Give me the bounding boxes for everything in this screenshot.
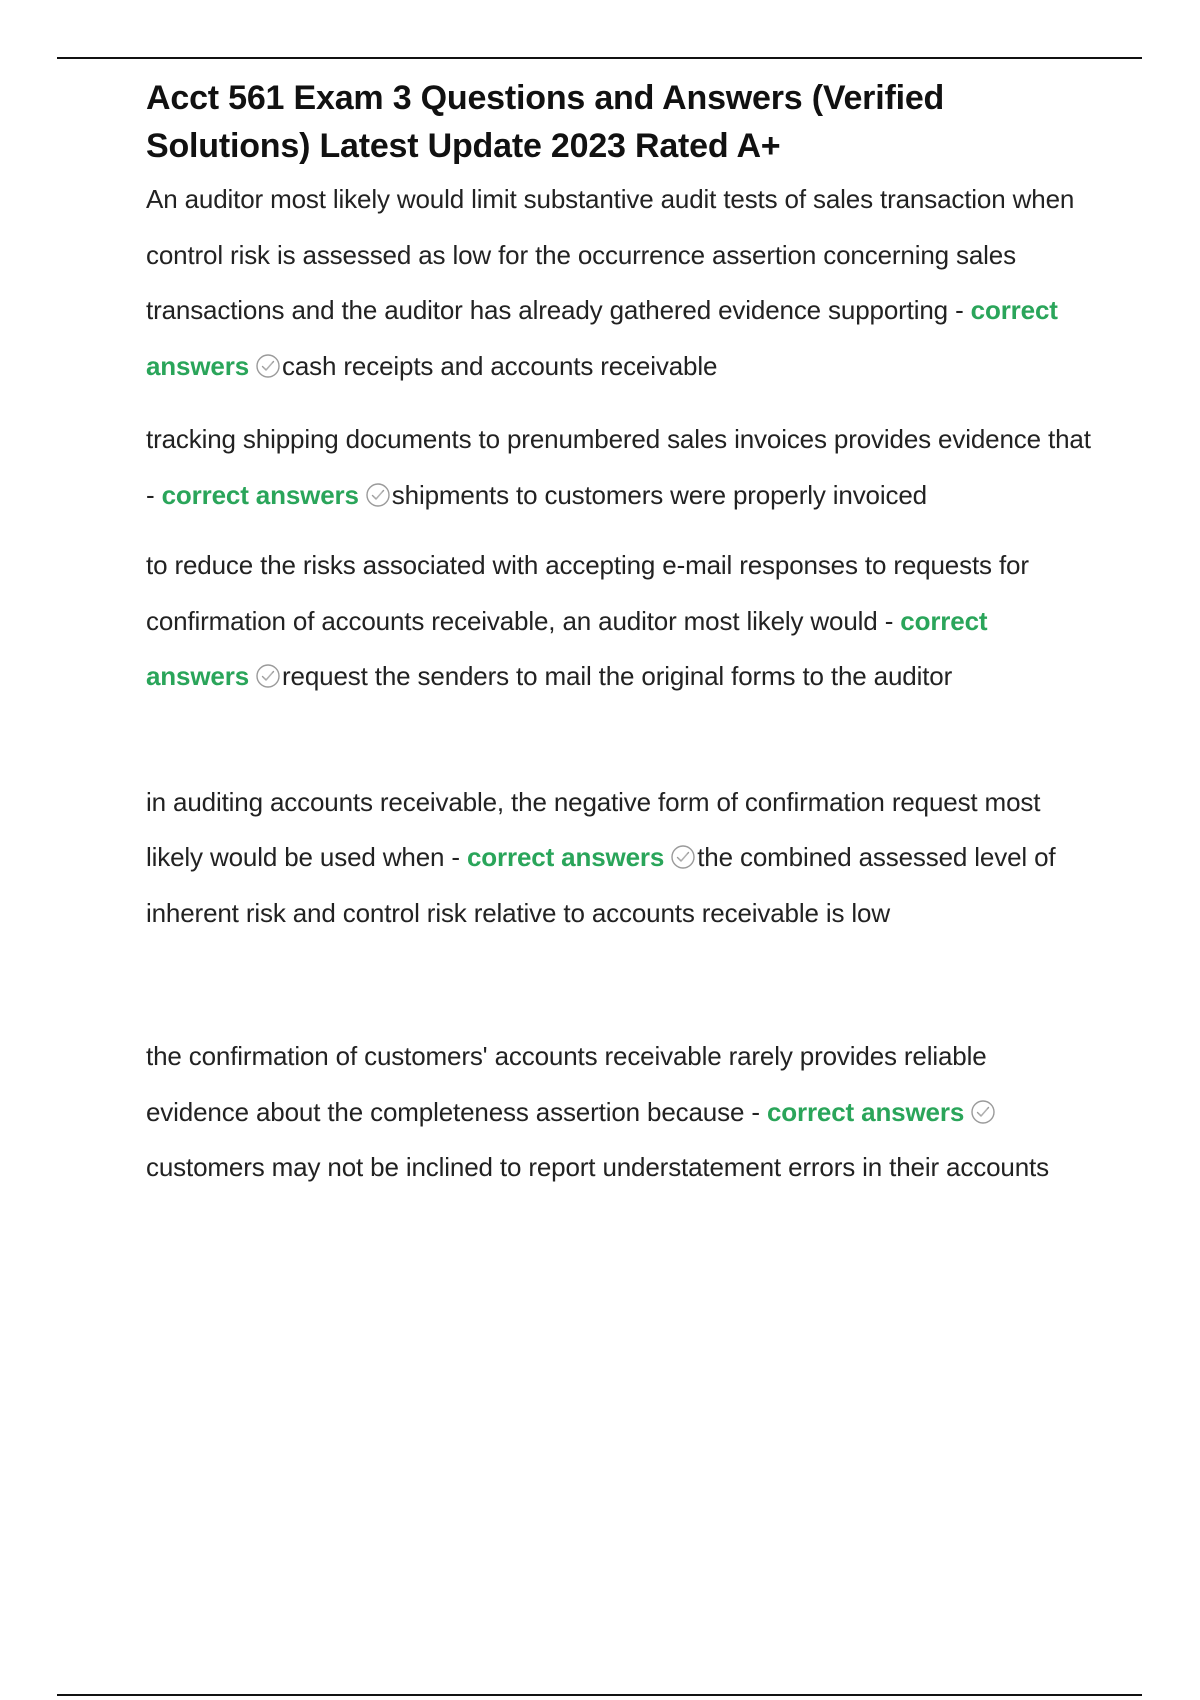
document-title: Acct 561 Exam 3 Questions and Answers (Verified Solutions) Latest Update 2023 Rated A+ [146, 79, 945, 165]
question-text: tracking shipping documents to prenumbered sales invoices provides evidence that [146, 424, 1091, 454]
answer-text: cash receipts and accounts receivable [282, 350, 718, 381]
separator: - [146, 479, 162, 510]
check-circle-icon [365, 482, 391, 508]
answer-text: shipments to customers were properly invoiced [391, 479, 927, 510]
check-circle-icon [970, 1099, 996, 1125]
qa-item-1 [146, 172, 1096, 394]
question-text: the confirmation of customers' accounts receivable rarely provides reliable evidence about the completeness assertion because [146, 1041, 987, 1127]
check-circle-icon [255, 353, 281, 379]
document-body [146, 74, 1096, 1196]
correct-answers-label: correct answers [146, 605, 988, 691]
qa-item-5 [146, 1029, 1096, 1196]
correct-answers-label: correct answers [161, 479, 359, 510]
question-text: to reduce the risks associated with accepting e-mail responses to requests for confirmation of accounts receivable, an auditor most likely would [146, 550, 1029, 636]
correct-answers-label: correct answers [467, 842, 665, 872]
qa-item-4 [146, 775, 1096, 942]
qa-item-3 [146, 538, 1096, 705]
top-rule [57, 57, 1142, 59]
check-circle-icon [670, 844, 696, 870]
correct-answers-label: correct answers [146, 295, 1058, 381]
separator: - [751, 1096, 767, 1127]
qa-item-2 [146, 412, 1096, 523]
separator: - [451, 842, 467, 872]
question-text: An auditor most likely would limit substantive audit tests of sales transaction when control risk is assessed as low for the occurrence assertion concerning sales transactions and the auditor has already gathered evidence supporting [146, 184, 1075, 325]
separator: - [955, 295, 971, 325]
answer-text: request the senders to mail the original forms to the auditor [282, 661, 953, 691]
bottom-rule [57, 1694, 1142, 1696]
check-circle-icon [255, 663, 281, 689]
correct-answers-label: correct answers [766, 1096, 965, 1127]
answer-text: the combined assessed level of inherent risk and control risk relative to accounts receivable is low [146, 842, 1056, 928]
answer-text: customers may not be inclined to report understatement errors in their accounts [146, 1152, 1049, 1182]
question-text: in auditing accounts receivable, the negative form of confirmation request most likely would be used when [146, 786, 1041, 872]
separator: - [884, 605, 901, 636]
